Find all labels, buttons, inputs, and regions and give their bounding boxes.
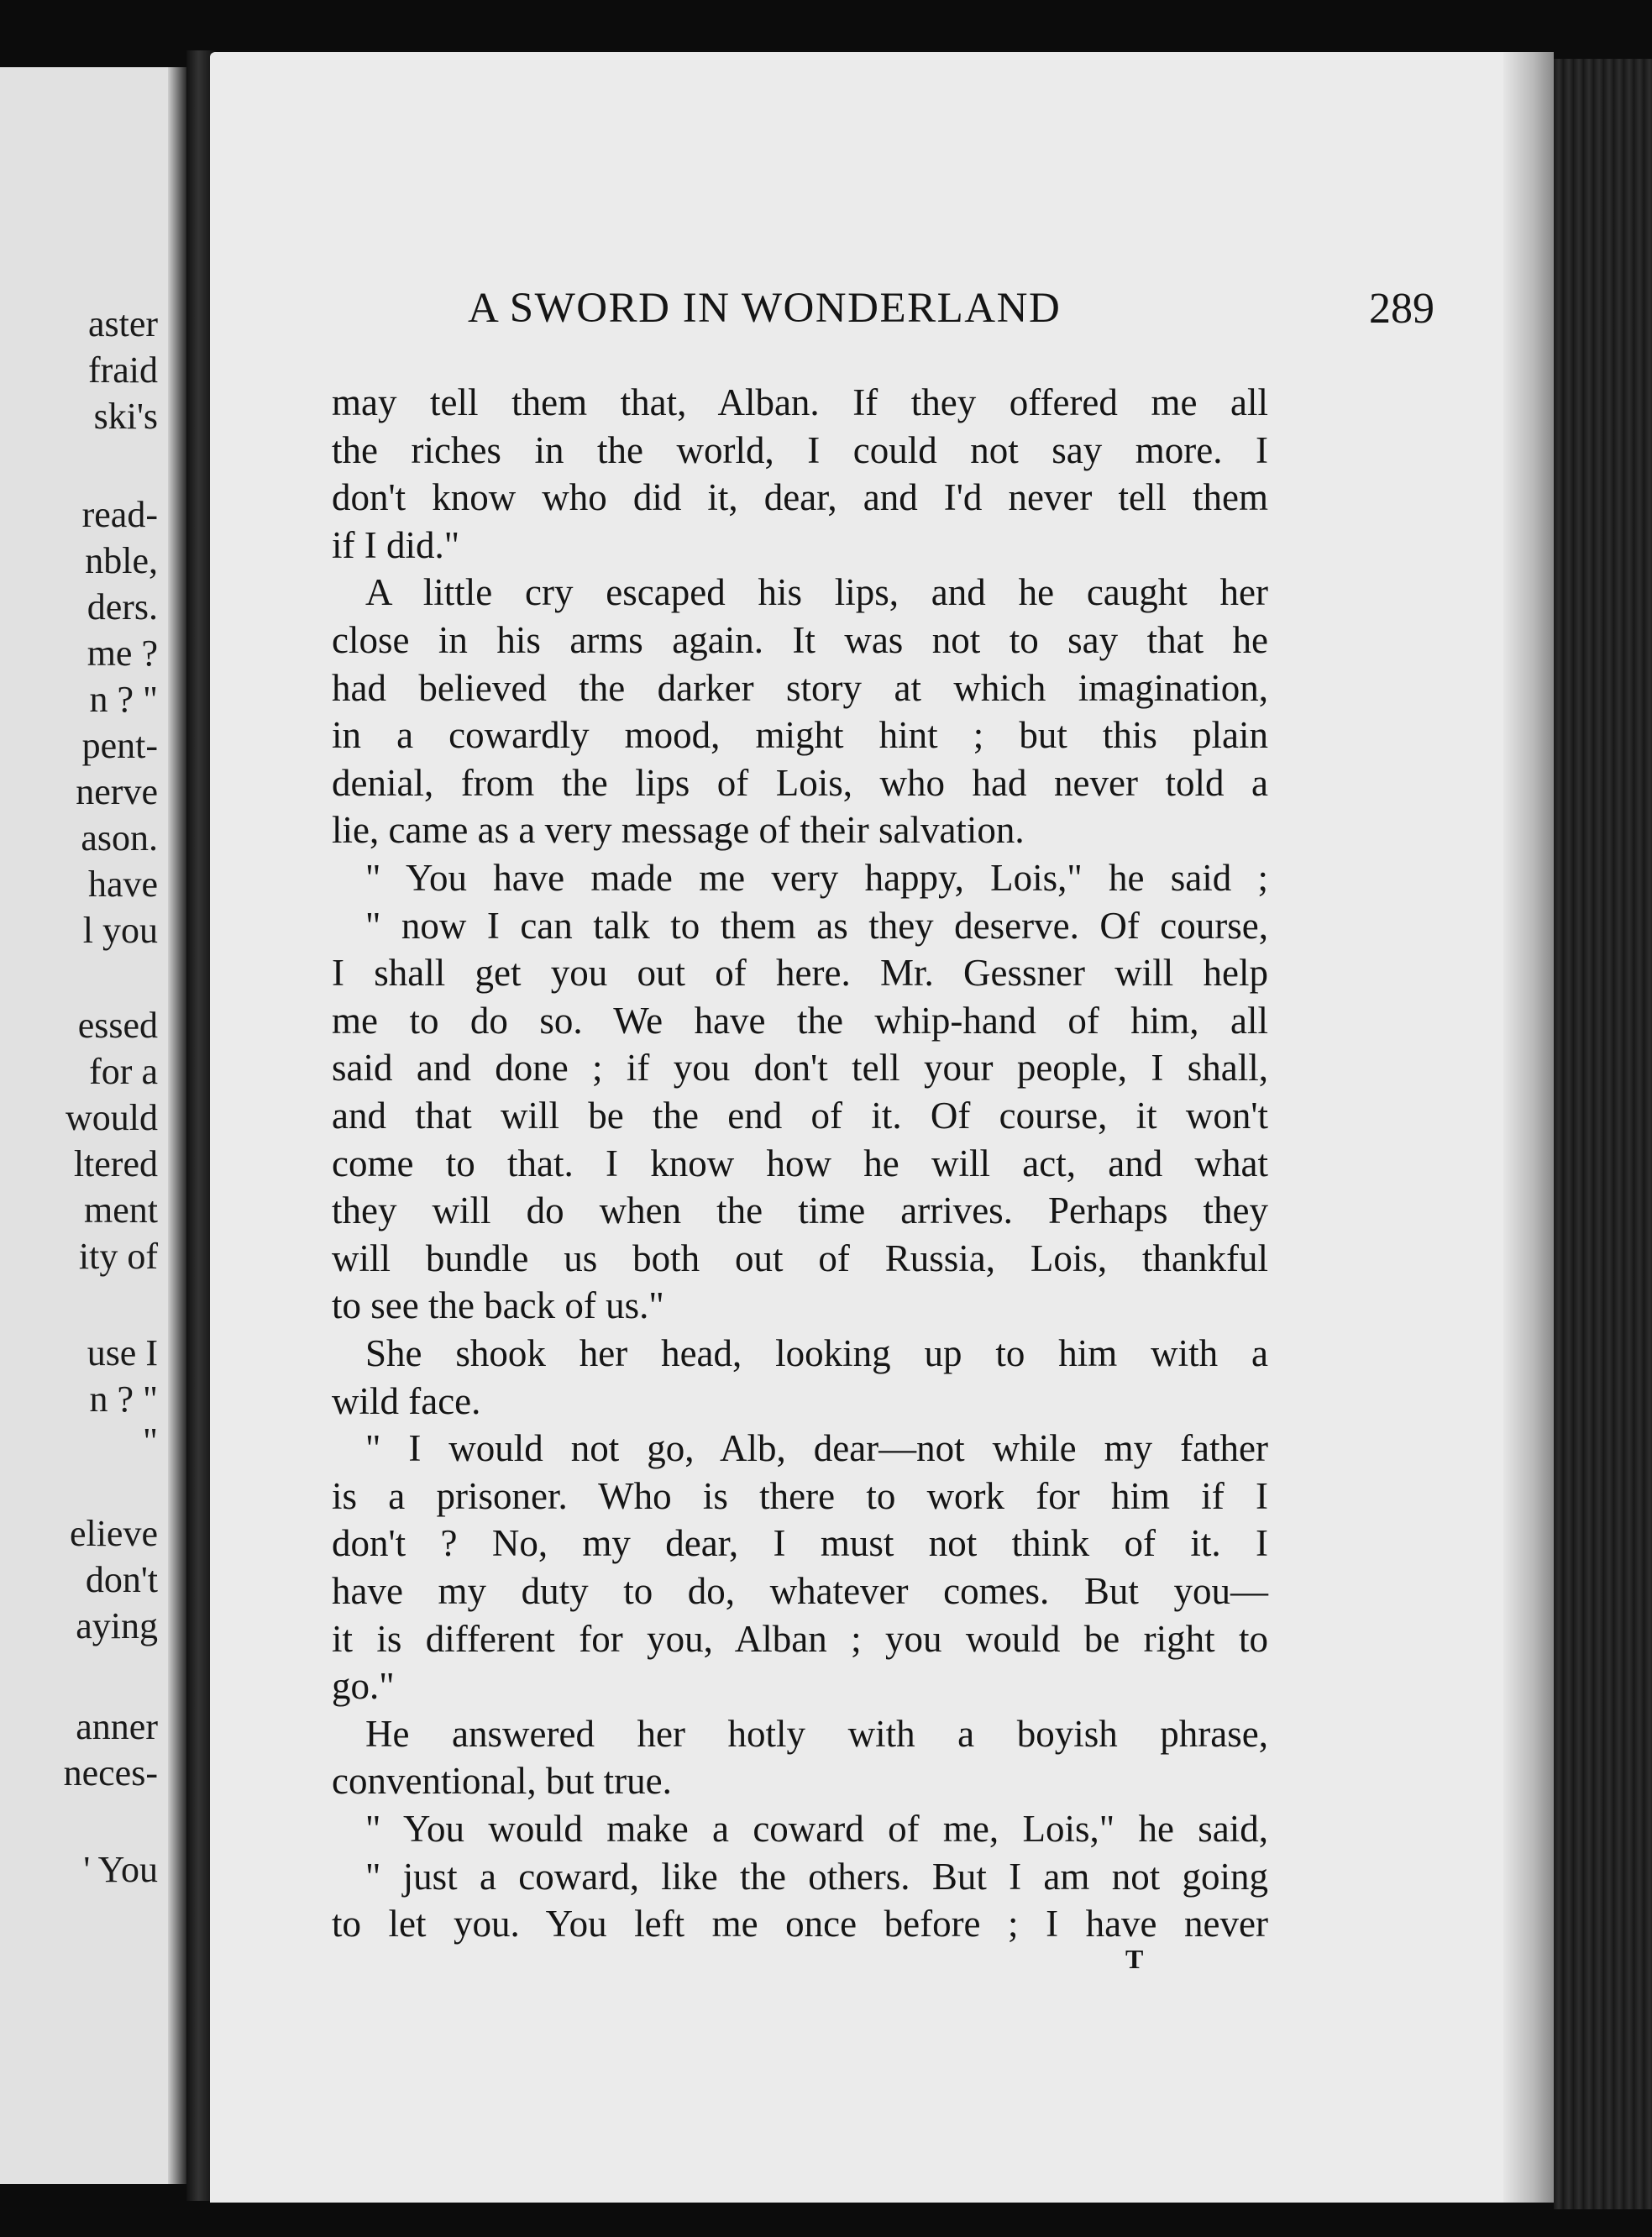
text-line: may tell them that, Alban. If they offered me all: [332, 381, 1268, 423]
left-page-text-fragment: fraid: [87, 349, 158, 391]
left-page-text-fragment: pent-: [81, 725, 158, 766]
left-page-text-fragment: me ?: [87, 633, 158, 674]
left-page-text-fragment: neces-: [63, 1752, 158, 1793]
left-page-text-fragment: ": [143, 1420, 158, 1462]
left-page-text-fragment: ltered: [73, 1143, 158, 1184]
text-line: the riches in the world, I could not say more. I: [332, 429, 1268, 471]
text-line: and that will be the end of it. Of course, it won't: [332, 1095, 1268, 1137]
text-line: " now I can talk to them as they deserve. Of course,: [365, 905, 1268, 947]
text-line: in a cowardly mood, might hint ; but this plain: [332, 714, 1268, 756]
text-line: to see the back of us.": [332, 1284, 664, 1326]
text-line: conventional, but true.: [332, 1760, 672, 1802]
text-line: if I did.": [332, 524, 460, 566]
text-line: it is different for you, Alban ; you would be right to: [332, 1618, 1268, 1660]
left-page-text-fragment: for a: [89, 1051, 158, 1092]
left-page-text-fragment: anner: [76, 1706, 158, 1747]
left-page-text-fragment: nerve: [76, 771, 158, 812]
signature-mark: T: [1125, 1944, 1144, 1974]
text-line: go.": [332, 1665, 395, 1707]
left-page-text-fragment: aying: [76, 1605, 158, 1646]
left-page-text-fragment: don't: [85, 1559, 158, 1600]
text-line: " You have made me very happy, Lois," he said ;: [365, 857, 1268, 899]
text-line: denial, from the lips of Lois, who had never told a: [332, 762, 1268, 804]
text-line: me to do so. We have the whip-hand of him, all: [332, 1000, 1268, 1042]
left-page-text-fragment: ders.: [87, 586, 158, 628]
text-line: " just a coward, like the others. But I am not going: [365, 1856, 1268, 1898]
text-line: " I would not go, Alb, dear—not while my father: [365, 1427, 1268, 1469]
left-page-text-fragment: n ? ": [89, 1378, 158, 1420]
left-page-gutter: [168, 67, 186, 2184]
left-page-text-fragment: aster: [87, 303, 158, 344]
text-line: I shall get you out of here. Mr. Gessner will help: [332, 952, 1268, 994]
text-line: don't ? No, my dear, I must not think of it. I: [332, 1522, 1268, 1564]
left-page: [0, 67, 186, 2184]
left-page-text-fragment: essed: [77, 1005, 158, 1046]
left-page-text-fragment: would: [66, 1097, 158, 1138]
left-page-text-fragment: ment: [84, 1189, 158, 1231]
left-page-text-fragment: nble,: [85, 540, 158, 581]
text-line: A little cry escaped his lips, and he caught her: [365, 571, 1268, 613]
text-line: don't know who did it, dear, and I'd never tell them: [332, 476, 1268, 518]
left-page-text-fragment: ' You: [83, 1849, 158, 1890]
left-page-text-fragment: read-: [81, 494, 158, 535]
text-line: " You would make a coward of me, Lois," he said,: [365, 1808, 1268, 1850]
running-head: A SWORD IN WONDERLAND: [468, 285, 1062, 332]
page-number: 289: [1369, 285, 1434, 333]
left-page-text-fragment: n ? ": [89, 679, 158, 720]
text-line: have my duty to do, whatever comes. But you—: [332, 1570, 1268, 1612]
left-page-text-fragment: have: [87, 864, 158, 905]
text-line: She shook her head, looking up to him with a: [365, 1332, 1268, 1374]
left-page-text-fragment: use I: [87, 1332, 158, 1373]
text-line: they will do when the time arrives. Perhaps they: [332, 1189, 1268, 1231]
text-line: to let you. You left me once before ; I have never: [332, 1903, 1268, 1945]
text-line: wild face.: [332, 1380, 481, 1422]
text-line: He answered her hotly with a boyish phrase,: [365, 1713, 1268, 1755]
text-line: come to that. I know how he will act, and what: [332, 1142, 1268, 1184]
right-page: [210, 52, 1554, 2203]
page-body: [210, 52, 1554, 2203]
text-line: lie, came as a very message of their salvation.: [332, 809, 1025, 851]
left-page-text-fragment: ski's: [93, 396, 158, 437]
text-line: close in his arms again. It was not to say that he: [332, 619, 1268, 661]
text-line: is a prisoner. Who is there to work for him if I: [332, 1475, 1268, 1517]
text-line: will bundle us both out of Russia, Lois, thankful: [332, 1237, 1268, 1279]
left-page-text-fragment: l you: [82, 910, 158, 951]
left-page-text-fragment: ity of: [78, 1236, 158, 1277]
text-line: had believed the darker story at which imagination,: [332, 667, 1268, 709]
left-page-text-fragment: elieve: [69, 1513, 158, 1554]
text-line: said and done ; if you don't tell your people, I shall,: [332, 1047, 1268, 1089]
page-block-edges: [1554, 59, 1652, 2209]
left-page-text-fragment: ason.: [81, 817, 158, 859]
